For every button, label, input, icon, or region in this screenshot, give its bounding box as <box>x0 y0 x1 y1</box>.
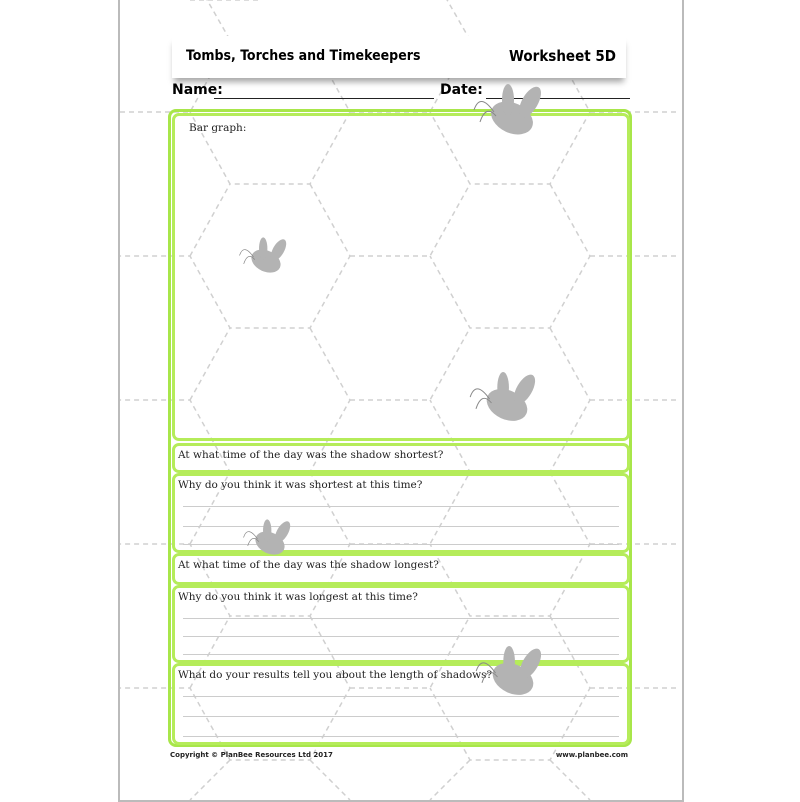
bee-icon <box>464 370 550 434</box>
writing-line <box>183 736 619 737</box>
name-label: Name: <box>172 82 223 98</box>
bee-icon <box>472 82 552 148</box>
website-link[interactable]: www.planbee.com <box>555 751 628 759</box>
question-label: Why do you think it was shortest at this time? <box>178 479 423 491</box>
copyright-text: Copyright © PlanBee Resources Ltd 2017 <box>170 751 333 759</box>
question-results[interactable] <box>172 663 630 745</box>
question-label: At what time of the day was the shadow shortest? <box>178 449 444 461</box>
worksheet-header <box>172 36 626 78</box>
question-label: Why do you think it was longest at this time? <box>178 591 418 603</box>
question-why-longest[interactable] <box>172 585 630 663</box>
name-field[interactable] <box>214 98 434 99</box>
question-label: What do your results tell you about the length of shadows? <box>178 669 493 681</box>
question-shortest-time[interactable] <box>172 443 630 473</box>
bee-icon <box>240 518 300 564</box>
writing-line <box>183 716 619 717</box>
date-label: Date: <box>440 82 483 98</box>
writing-line <box>183 506 619 507</box>
bee-icon <box>470 644 556 708</box>
worksheet-number: Worksheet 5D <box>509 47 616 65</box>
bee-icon <box>236 236 296 282</box>
bar-graph-label: Bar graph: <box>189 122 247 134</box>
writing-line <box>183 618 619 619</box>
question-label: At what time of the day was the shadow longest? <box>178 559 439 571</box>
worksheet-title: Tombs, Torches and Timekeepers <box>186 48 421 64</box>
writing-line <box>183 636 619 637</box>
